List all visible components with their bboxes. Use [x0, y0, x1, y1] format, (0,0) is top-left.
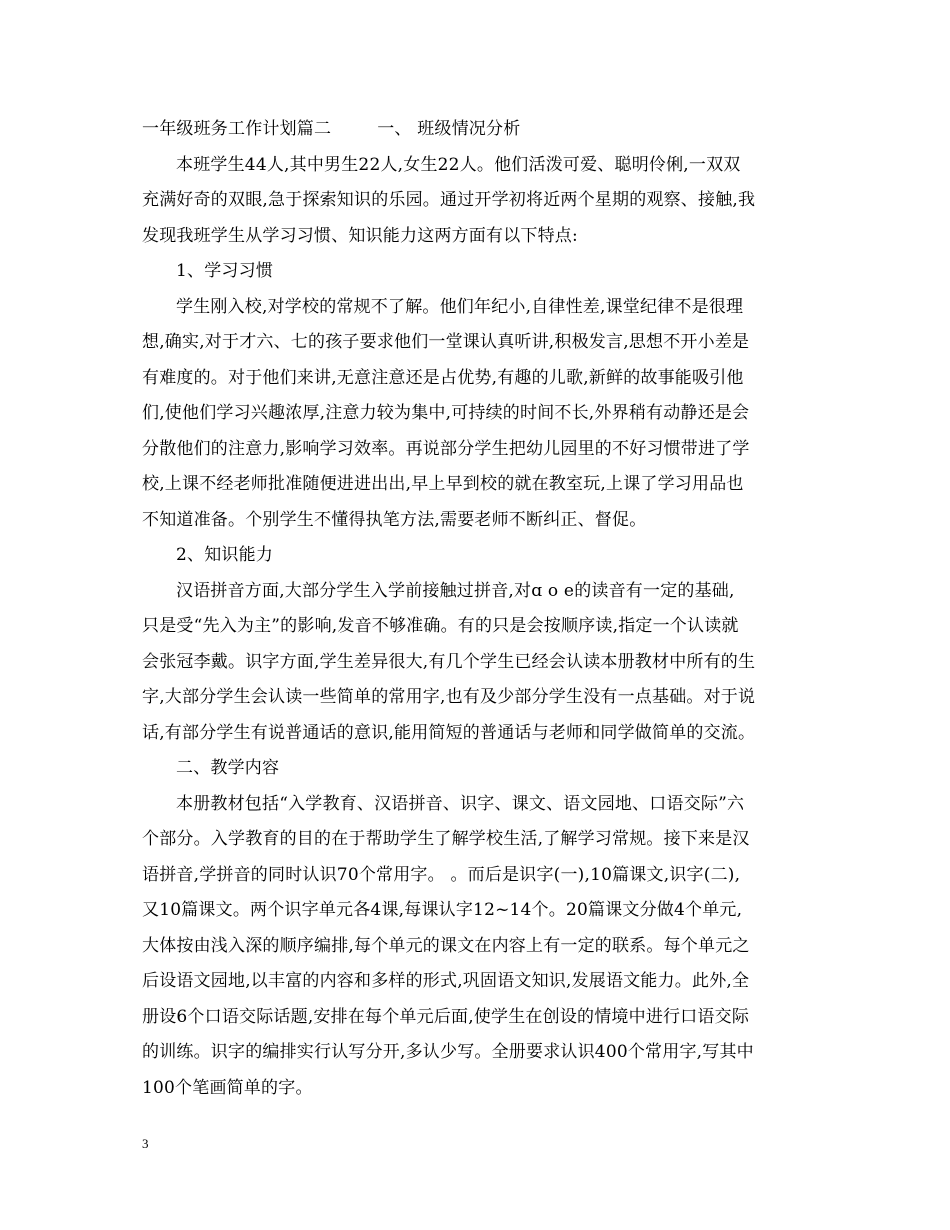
document-title: 一年级班务工作计划篇二 [142, 119, 332, 139]
text-line: 会张冠李戴。识字方面,学生差异很大,有几个学生已经会认读本册教材中所有的生 [142, 651, 756, 672]
document-body [142, 112, 822, 1106]
text-line: 本册教材包括“入学教育、汉语拼音、识字、课文、语文园地、口语交际”六 [176, 793, 745, 814]
text-line: 又10篇课文。两个识字单元各4课,每课认字12~14个。20篇课文分做4个单元, [142, 900, 743, 920]
text-line: 学生刚入校,对学校的常规不了解。他们年纪小,自律性差,课堂纪律不是很理 [176, 296, 744, 317]
text-line: 校,上课不经老师批准随便进进出出,早上早到校的就在教室玩,上课了学习用品也 [142, 474, 744, 494]
text-line: 话,有部分学生有说普通话的意识,能用简短的普通话与老师和同学做简单的交流。 [142, 722, 756, 743]
text-line: 2、知识能力 [176, 545, 274, 565]
text-line: 有难度的。对于他们来讲,无意注意还是占优势,有趣的儿歌,新鲜的故事能吸引他 [142, 367, 744, 388]
text-line: 二、教学内容 [176, 758, 280, 778]
text-line: 的训练。识字的编排实行认写分开,多认少写。全册要求认识400个常用字,写其中 [142, 1042, 754, 1062]
section-heading: 一、 班级情况分析 [377, 119, 521, 139]
text-line: 册设6个口语交际话题,安排在每个单元后面,使学生在创设的情境中进行口语交际 [142, 1006, 750, 1027]
text-line: 分散他们的注意力,影响学习效率。再说部分学生把幼儿园里的不好习惯带进了学 [142, 438, 750, 459]
text-line: 汉语拼音方面,大部分学生入学前接触过拼音,对ɑ o e的读音有一定的基础, [176, 580, 735, 601]
text-line: 本班学生44人,其中男生22人,女生22人。他们活泼可爱、聪明伶俐,一双双 [176, 154, 741, 175]
text-line: 们,使他们学习兴趣浓厚,注意力较为集中,可持续的时间不长,外界稍有动静还是会 [142, 403, 750, 423]
text-line: 后设语文园地,以丰富的内容和多样的形式,巩固语文知识,发展语文能力。此外,全 [142, 971, 750, 991]
text-line: 不知道准备。个别学生不懂得执笔方法,需要老师不断纠正、督促。 [142, 509, 647, 530]
text-line: 只是受“先入为主”的影响,发音不够准确。有的只是会按顺序读,指定一个认读就 [142, 616, 739, 636]
text-line: 1、学习习惯 [176, 261, 274, 281]
text-line: 大体按由浅入深的顺序编排,每个单元的课文在内容上有一定的联系。每个单元之 [142, 935, 750, 956]
text-line: 发现我班学生从学习习惯、知识能力这两方面有以下特点: [142, 225, 578, 246]
text-line: 个部分。入学教育的目的在于帮助学生了解学校生活,了解学习常规。接下来是汉 [142, 829, 750, 849]
page-number: 3 [142, 1136, 149, 1151]
document-header-line [142, 112, 822, 148]
text-line: 100个笔画简单的字。 [142, 1077, 313, 1098]
text-line: 语拼音,学拼音的同时认识70个常用字。 。而后是识字(一),10篇课文,识字(二), [142, 864, 741, 885]
text-line: 字,大部分学生会认读一些简单的常用字,也有及少部分学生没有一点基础。对于说 [142, 687, 756, 707]
text-line: 充满好奇的双眼,急于探索知识的乐园。通过开学初将近两个星期的观察、接触,我 [142, 190, 756, 210]
text-line: 想,确实,对于才六、七的孩子要求他们一堂课认真听讲,积极发言,思想不开小差是 [142, 332, 750, 352]
